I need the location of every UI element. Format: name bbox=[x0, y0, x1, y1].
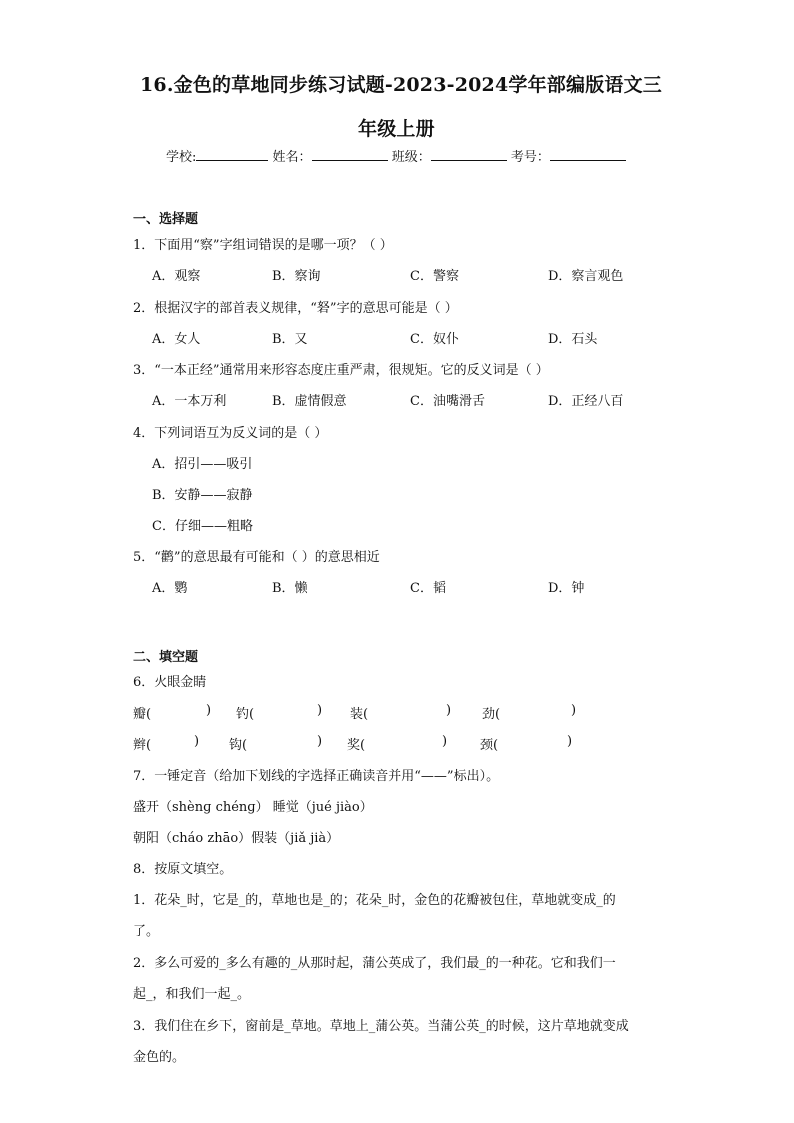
q2-option-a[interactable]: A．女人 bbox=[152, 332, 201, 347]
q6-row1-close3: ) bbox=[446, 703, 452, 718]
q6-row2-char4: 颈( bbox=[480, 738, 499, 753]
question-1: 1．下面用“察”字组词错误的是哪一项？（ ） bbox=[133, 238, 393, 253]
q1-option-d[interactable]: D．察言观色 bbox=[548, 269, 624, 284]
q3-option-d[interactable]: D．正经八百 bbox=[548, 394, 624, 409]
question-3: 3．“一本正经”通常用来形容态度庄重严肃，很规矩。它的反义词是（ ） bbox=[133, 363, 549, 378]
q5-option-c[interactable]: C．韬 bbox=[410, 581, 446, 596]
q1-option-a[interactable]: A．观察 bbox=[152, 269, 201, 284]
q7-line1: 盛开（shènɡ chénɡ） 睡觉（jué jiào） bbox=[133, 800, 373, 815]
class-label: 班级： bbox=[391, 150, 431, 165]
q5-option-b[interactable]: B．懒 bbox=[272, 581, 308, 596]
q6-row2-close1: ) bbox=[194, 734, 200, 749]
exam-number-label: 考号： bbox=[510, 150, 550, 165]
q7-line2: 朝阳（cháo zhāo）假装（jiǎ jià） bbox=[133, 831, 340, 846]
class-blank[interactable] bbox=[431, 149, 507, 161]
question-6: 6．火眼金睛 bbox=[133, 675, 207, 690]
q4-option-b[interactable]: B．安静——寂静 bbox=[152, 488, 253, 503]
q8-passage3-line2: 金色的。 bbox=[133, 1050, 186, 1065]
section-heading-fill: 二、填空题 bbox=[133, 650, 199, 665]
page-title-line1: 16.金色的草地同步练习试题-2023-2024学年部编版语文三 bbox=[140, 74, 662, 96]
q2-option-d[interactable]: D．石头 bbox=[548, 332, 598, 347]
q3-option-a[interactable]: A．一本万利 bbox=[152, 394, 227, 409]
q5-option-a[interactable]: A．鹦 bbox=[152, 581, 188, 596]
q6-row2-char3: 奖( bbox=[347, 738, 366, 753]
question-4: 4．下列词语互为反义词的是（ ） bbox=[133, 426, 328, 441]
question-2: 2．根据汉字的部首表义规律，“砮”字的意思可能是（ ） bbox=[133, 301, 458, 316]
q6-row1-char4: 劲( bbox=[482, 707, 501, 722]
school-blank[interactable] bbox=[196, 149, 268, 161]
q6-row2-close2: ) bbox=[317, 734, 323, 749]
q6-row1-close4: ) bbox=[571, 703, 577, 718]
name-blank[interactable] bbox=[312, 149, 388, 161]
q4-option-a[interactable]: A．招引——吸引 bbox=[152, 457, 253, 472]
q6-row1-close2: ) bbox=[317, 703, 323, 718]
q8-passage3-line1: 3．我们住在乡下，窗前是_草地。草地上_蒲公英。当蒲公英_的时候，这片草地就变成 bbox=[133, 1019, 629, 1034]
name-label: 姓名： bbox=[272, 150, 312, 165]
q1-option-c[interactable]: C．警察 bbox=[410, 269, 459, 284]
student-info-row bbox=[166, 146, 626, 165]
question-5: 5．“鹳”的意思最有可能和（ ）的意思相近 bbox=[133, 550, 380, 565]
q8-passage1-line1: 1．花朵_时，它是_的，草地也是_的；花朵_时，金色的花瓣被包住，草地就变成_的 bbox=[133, 893, 616, 908]
q8-passage2-line2: 起_，和我们一起_。 bbox=[133, 987, 251, 1002]
q4-option-c[interactable]: C．仔细——粗略 bbox=[152, 519, 253, 534]
school-label: 学校: bbox=[166, 150, 197, 165]
q6-row2-char1: 辫( bbox=[133, 738, 152, 753]
exam-number-blank[interactable] bbox=[550, 149, 626, 161]
page-title-line2: 年级上册 bbox=[358, 118, 435, 140]
q8-passage1-line2: 了。 bbox=[133, 924, 160, 939]
q2-option-b[interactable]: B．又 bbox=[272, 332, 308, 347]
q8-passage2-line1: 2．多么可爱的_多么有趣的_从那时起，蒲公英成了，我们最_的一种花。它和我们一 bbox=[133, 956, 616, 971]
q2-option-c[interactable]: C．奴仆 bbox=[410, 332, 459, 347]
q6-row1-char3: 装( bbox=[350, 707, 369, 722]
question-8: 8．按原文填空。 bbox=[133, 862, 233, 877]
q1-option-b[interactable]: B．察询 bbox=[272, 269, 321, 284]
q6-row2-close4: ) bbox=[567, 734, 573, 749]
q6-row1-char1: 瓣( bbox=[133, 707, 152, 722]
section-heading-choice: 一、选择题 bbox=[133, 212, 199, 227]
q6-row2-close3: ) bbox=[442, 734, 448, 749]
q6-row1-char2: 钓( bbox=[236, 707, 255, 722]
q6-row1-close1: ) bbox=[206, 703, 212, 718]
q3-option-b[interactable]: B．虚情假意 bbox=[272, 394, 347, 409]
q6-row2-char2: 钩( bbox=[229, 738, 248, 753]
question-7: 7．一锤定音（给加下划线的字选择正确读音并用“——”标出）。 bbox=[133, 769, 500, 784]
q3-option-c[interactable]: C．油嘴滑舌 bbox=[410, 394, 485, 409]
q5-option-d[interactable]: D．钟 bbox=[548, 581, 585, 596]
